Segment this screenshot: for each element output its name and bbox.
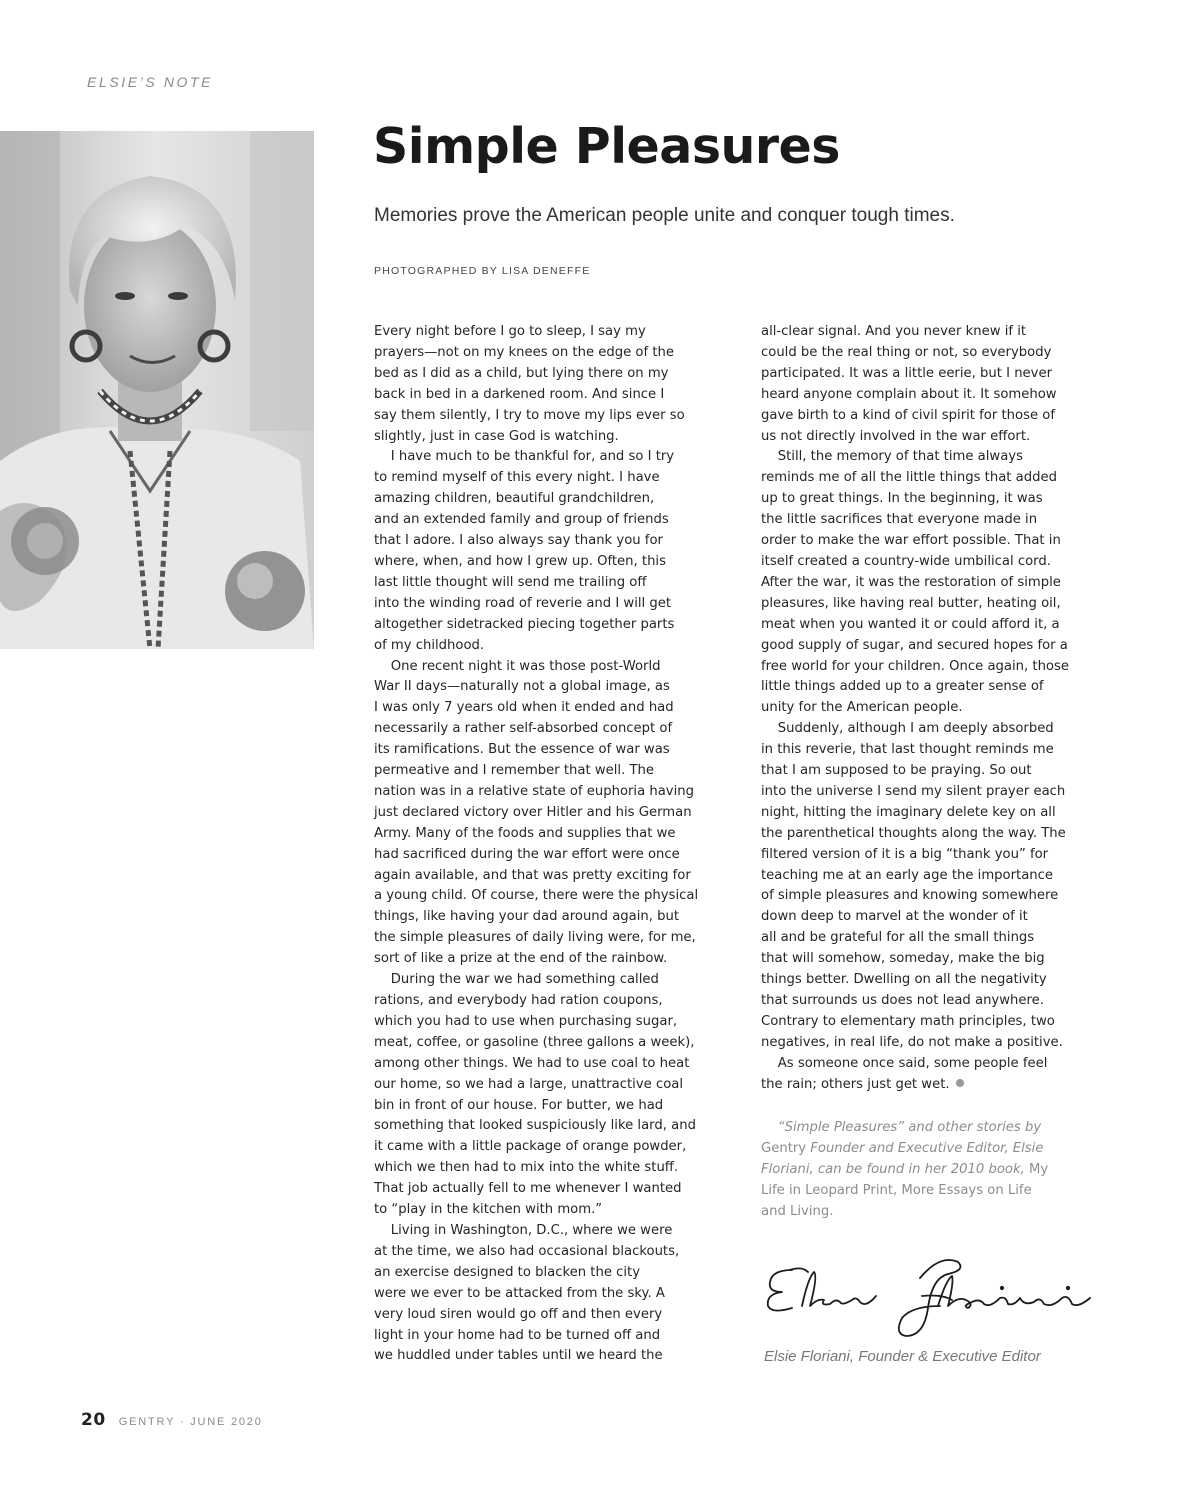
body-line	[374, 573, 734, 594]
body-line	[761, 573, 1121, 594]
body-line-text: Army. Many of the foods and supplies that we	[374, 825, 676, 841]
body-line	[374, 907, 734, 928]
body-line	[761, 803, 1121, 824]
signature-caption: Elsie Floriani, Founder & Executive Editor	[764, 1348, 1041, 1365]
body-line-text: where, when, and how I grew up. Often, this	[374, 553, 666, 569]
body-line	[374, 1242, 734, 1263]
body-line-text: bed as I did as a child, but lying there on my	[374, 365, 669, 381]
body-line-text: that will somehow, someday, make the big	[761, 951, 1045, 967]
body-line-text: in this reverie, that last thought reminds me	[761, 742, 1054, 758]
book-note-line	[761, 1160, 1121, 1181]
body-line-text: at the time, we also had occasional blackouts,	[374, 1243, 680, 1259]
body-line-text: last little thought will send me trailing off	[374, 574, 647, 590]
body-line	[374, 719, 734, 740]
body-line-text: As someone once said, some people feel	[761, 1055, 1048, 1071]
body-line-text: just declared victory over Hitler and his German	[374, 804, 692, 820]
body-line	[374, 489, 734, 510]
body-line	[761, 406, 1121, 427]
body-line	[761, 1075, 1121, 1096]
body-line	[374, 677, 734, 698]
body-line	[761, 740, 1121, 761]
body-line	[374, 782, 734, 803]
body-line-text: which you had to use when purchasing sugar,	[374, 1013, 678, 1029]
body-line	[374, 970, 734, 991]
body-line	[761, 907, 1121, 928]
body-line	[761, 991, 1121, 1012]
body-line-text: down deep to marvel at the wonder of it	[761, 909, 1028, 925]
body-line	[761, 886, 1121, 907]
body-line-text: something that looked suspiciously like lard, and	[374, 1118, 696, 1134]
body-line	[761, 949, 1121, 970]
body-line	[374, 447, 734, 468]
article-title: Simple Pleasures	[373, 118, 840, 175]
body-line	[374, 1012, 734, 1033]
body-line	[374, 322, 734, 343]
body-line-text: prayers—not on my knees on the edge of the	[374, 344, 674, 360]
body-line-text: rations, and everybody had ration coupons,	[374, 993, 663, 1008]
book-note-line	[761, 1118, 1121, 1139]
body-line-text: Living in Washington, D.C., where we were	[374, 1222, 673, 1238]
body-line	[761, 1033, 1121, 1054]
body-line-text: War II days—naturally not a global image, as	[374, 679, 670, 695]
body-line	[374, 845, 734, 866]
body-line	[761, 782, 1121, 803]
body-line	[374, 1179, 734, 1200]
body-line	[374, 1137, 734, 1158]
page-number: 20	[81, 1410, 106, 1430]
body-line-text: One recent night it was those post-World	[374, 658, 661, 674]
body-line-text: to remind myself of this every night. I have	[374, 470, 660, 486]
body-line-text: amazing children, beautiful grandchildren,	[374, 491, 655, 507]
body-line	[374, 949, 734, 970]
body-line	[761, 615, 1121, 636]
book-note-segment: Founder and Executive Editor, Elsie	[806, 1140, 1044, 1156]
body-line	[761, 447, 1121, 468]
photo-credit: PHOTOGRAPHED BY LISA DENEFFE	[374, 265, 591, 277]
body-line-text: permeative and I remember that well. The	[374, 763, 655, 779]
section-label: ELSIE’S NOTE	[87, 74, 214, 90]
body-line	[374, 886, 734, 907]
author-portrait	[0, 131, 314, 649]
page-footer	[81, 1410, 263, 1430]
body-line	[761, 928, 1121, 949]
body-line-text: had sacrificed during the war effort were once	[374, 846, 680, 862]
body-line-text: During the war we had something called	[374, 972, 659, 988]
body-line	[374, 698, 734, 719]
body-line-text: necessarily a rather self-absorbed concept of	[374, 721, 673, 737]
body-line-text: teaching me at an early age the importance	[761, 867, 1053, 883]
folio-text: GENTRY · JUNE 2020	[118, 1416, 263, 1428]
body-line	[761, 364, 1121, 385]
body-line-text: That job actually fell to me whenever I wanted	[374, 1181, 682, 1197]
body-line-text: reminds me of all the little things that added	[761, 470, 1057, 486]
body-line	[374, 615, 734, 636]
body-line-text: little things added up to a greater sense of	[761, 679, 1044, 695]
body-line	[761, 1012, 1121, 1033]
body-line	[761, 322, 1121, 343]
body-line	[374, 1200, 734, 1221]
book-note-segment: Life in Leopard Print, More Essays on Life	[761, 1182, 1032, 1198]
body-line-text: our home, so we had a large, unattractive coal	[374, 1076, 684, 1092]
body-line-text: After the war, it was the restoration of simple	[761, 574, 1061, 590]
body-line	[374, 1305, 734, 1326]
body-line	[374, 761, 734, 782]
body-line	[761, 636, 1121, 657]
body-line	[374, 991, 734, 1012]
body-line-text: that I am supposed to be praying. So out	[761, 763, 1032, 779]
body-line-text: which we then had to mix into the white stuff.	[374, 1160, 679, 1176]
body-line	[374, 364, 734, 385]
body-line-text: among other things. We had to use coal to heat	[374, 1055, 690, 1071]
body-line-text: meat, coffee, or gasoline (three gallons a week),	[374, 1034, 695, 1050]
body-column-left	[374, 322, 734, 1367]
body-line	[761, 761, 1121, 782]
body-line-text: the little sacrifices that everyone made in	[761, 512, 1038, 528]
body-line-text: and an extended family and group of friends	[374, 512, 669, 528]
body-line-text: it came with a little package of orange powder,	[374, 1139, 687, 1155]
article-subtitle: Memories prove the American people unite and conquer tough times.	[374, 205, 955, 226]
body-line	[374, 594, 734, 615]
body-line-text: negatives, in real life, do not make a positive.	[761, 1034, 1063, 1050]
body-line	[761, 845, 1121, 866]
body-line	[374, 1096, 734, 1117]
body-line	[761, 489, 1121, 510]
body-line-text: Contrary to elementary math principles, two	[761, 1013, 1055, 1029]
body-line-text: its ramifications. But the essence of war was	[374, 742, 670, 758]
body-line-text: a young child. Of course, there were the physical	[374, 888, 699, 904]
body-line-text: meat when you wanted it or could afford it, a	[761, 616, 1060, 632]
body-line	[761, 427, 1121, 448]
body-line-text: things, like having your dad around again, but	[374, 909, 680, 925]
end-mark-icon	[956, 1079, 964, 1087]
body-line-text: into the winding road of reverie and I will get	[374, 595, 672, 611]
body-line-text: heard anyone complain about it. It somehow	[761, 386, 1057, 402]
body-line	[374, 1033, 734, 1054]
body-line	[374, 427, 734, 448]
body-line	[761, 824, 1121, 845]
body-line-text: the parenthetical thoughts along the way. The	[761, 825, 1066, 841]
body-line-text: light in your home had to be turned off and	[374, 1327, 661, 1343]
body-line	[374, 552, 734, 573]
body-line-text: very loud siren would go off and then every	[374, 1306, 663, 1322]
body-line-text: free world for your children. Once again, those	[761, 658, 1069, 674]
book-note-segment: Gentry	[761, 1140, 807, 1156]
body-line	[374, 1326, 734, 1347]
body-line-text: us not directly involved in the war effort.	[761, 428, 1031, 444]
body-line	[374, 510, 734, 531]
body-line-text: were we ever to be attacked from the sky. A	[374, 1285, 665, 1301]
body-line	[761, 698, 1121, 719]
body-line-text: say them silently, I try to move my lips ever so	[374, 407, 685, 423]
body-line	[761, 970, 1121, 991]
body-line-text: sort of like a prize at the end of the rainbow.	[374, 951, 668, 967]
body-line	[374, 385, 734, 406]
body-line	[374, 1116, 734, 1137]
body-line-text: night, hitting the imaginary delete key on all	[761, 804, 1056, 820]
body-line-text: an exercise designed to blacken the city	[374, 1264, 641, 1280]
body-line-text: participated. It was a little eerie, but I never	[761, 365, 1053, 381]
body-line-text: again available, and that was pretty exciting for	[374, 867, 691, 883]
body-line	[761, 1054, 1121, 1075]
body-line	[374, 803, 734, 824]
body-line-text: things better. Dwelling on all the negativity	[761, 972, 1047, 988]
book-note-line	[761, 1202, 1121, 1223]
body-line-text: to “play in the kitchen with mom.”	[374, 1202, 603, 1218]
body-line	[761, 594, 1121, 615]
body-line-text: up to great things. In the beginning, it was	[761, 491, 1043, 507]
body-line	[374, 740, 734, 761]
book-note-line	[761, 1181, 1121, 1202]
body-line-text: Every night before I go to sleep, I say my	[374, 324, 646, 339]
body-line-text: slightly, just in case God is watching.	[374, 428, 619, 444]
body-line-text: filtered version of it is a big “thank you” for	[761, 846, 1049, 862]
body-line	[374, 531, 734, 552]
book-note-segment: My	[1029, 1161, 1049, 1177]
body-line-text: nation was in a relative state of euphoria having	[374, 783, 695, 799]
book-note	[761, 1118, 1121, 1223]
body-line	[374, 866, 734, 887]
body-line-text: of my childhood.	[374, 637, 485, 653]
body-line	[374, 636, 734, 657]
body-line	[374, 1346, 734, 1367]
body-line-text: all-clear signal. And you never knew if it	[761, 324, 1027, 339]
body-line-text: gave birth to a kind of civil spirit for those of	[761, 407, 1055, 423]
book-note-line	[761, 1139, 1121, 1160]
body-line	[374, 1158, 734, 1179]
body-line	[761, 719, 1121, 740]
book-note-segment: and Living.	[761, 1203, 834, 1219]
body-line	[761, 468, 1121, 489]
body-line-text: of simple pleasures and knowing somewhere	[761, 888, 1059, 904]
body-line	[374, 468, 734, 489]
body-line-text: altogether sidetracked piecing together parts	[374, 616, 675, 632]
body-line-text: pleasures, like having real butter, heating oil,	[761, 595, 1061, 611]
body-line-text: into the universe I send my silent prayer each	[761, 783, 1066, 799]
body-line-text: the rain; others just get wet.	[761, 1076, 950, 1092]
body-line-text: the simple pleasures of daily living were, for me,	[374, 930, 696, 946]
body-line-text: that I adore. I also always say thank you for	[374, 533, 663, 549]
body-line	[374, 1075, 734, 1096]
body-line	[761, 510, 1121, 531]
body-line-text: all and be grateful for all the small things	[761, 930, 1035, 946]
body-line	[374, 1263, 734, 1284]
body-line-text: could be the real thing or not, so everybody	[761, 344, 1052, 360]
book-note-segment: Floriani, can be found in her 2010 book,	[761, 1161, 1030, 1177]
body-line-text: itself created a country-wide umbilical cord.	[761, 553, 1051, 569]
body-line-text: Suddenly, although I am deeply absorbed	[761, 721, 1054, 737]
body-line-text: order to make the war effort possible. That in	[761, 533, 1061, 549]
body-line-text: that surrounds us does not lead anywhere.	[761, 993, 1044, 1008]
body-line	[374, 406, 734, 427]
body-line-text: good supply of sugar, and secured hopes for a	[761, 637, 1068, 653]
body-line	[761, 385, 1121, 406]
body-line-text: we huddled under tables until we heard the	[374, 1348, 663, 1364]
body-line-text: I have much to be thankful for, and so I try	[374, 449, 675, 465]
body-line	[374, 1221, 734, 1242]
body-line-text: bin in front of our house. For butter, we had	[374, 1097, 664, 1113]
body-line	[374, 343, 734, 364]
body-line-text: Still, the memory of that time always	[761, 449, 1023, 465]
body-line-text: I was only 7 years old when it ended and had	[374, 700, 674, 716]
body-line	[374, 1284, 734, 1305]
body-line	[374, 928, 734, 949]
body-line	[374, 824, 734, 845]
body-line	[761, 531, 1121, 552]
body-line-text: back in bed in a darkened room. And since I	[374, 386, 665, 402]
body-line	[761, 657, 1121, 678]
body-line	[374, 1054, 734, 1075]
body-line	[761, 866, 1121, 887]
body-line-text: unity for the American people.	[761, 700, 963, 716]
body-line	[374, 657, 734, 678]
body-line	[761, 343, 1121, 364]
body-column-right	[761, 322, 1121, 1096]
book-note-segment: “Simple Pleasures” and other stories by	[761, 1120, 1042, 1135]
signature	[762, 1248, 1092, 1344]
body-line	[761, 552, 1121, 573]
body-line	[761, 677, 1121, 698]
